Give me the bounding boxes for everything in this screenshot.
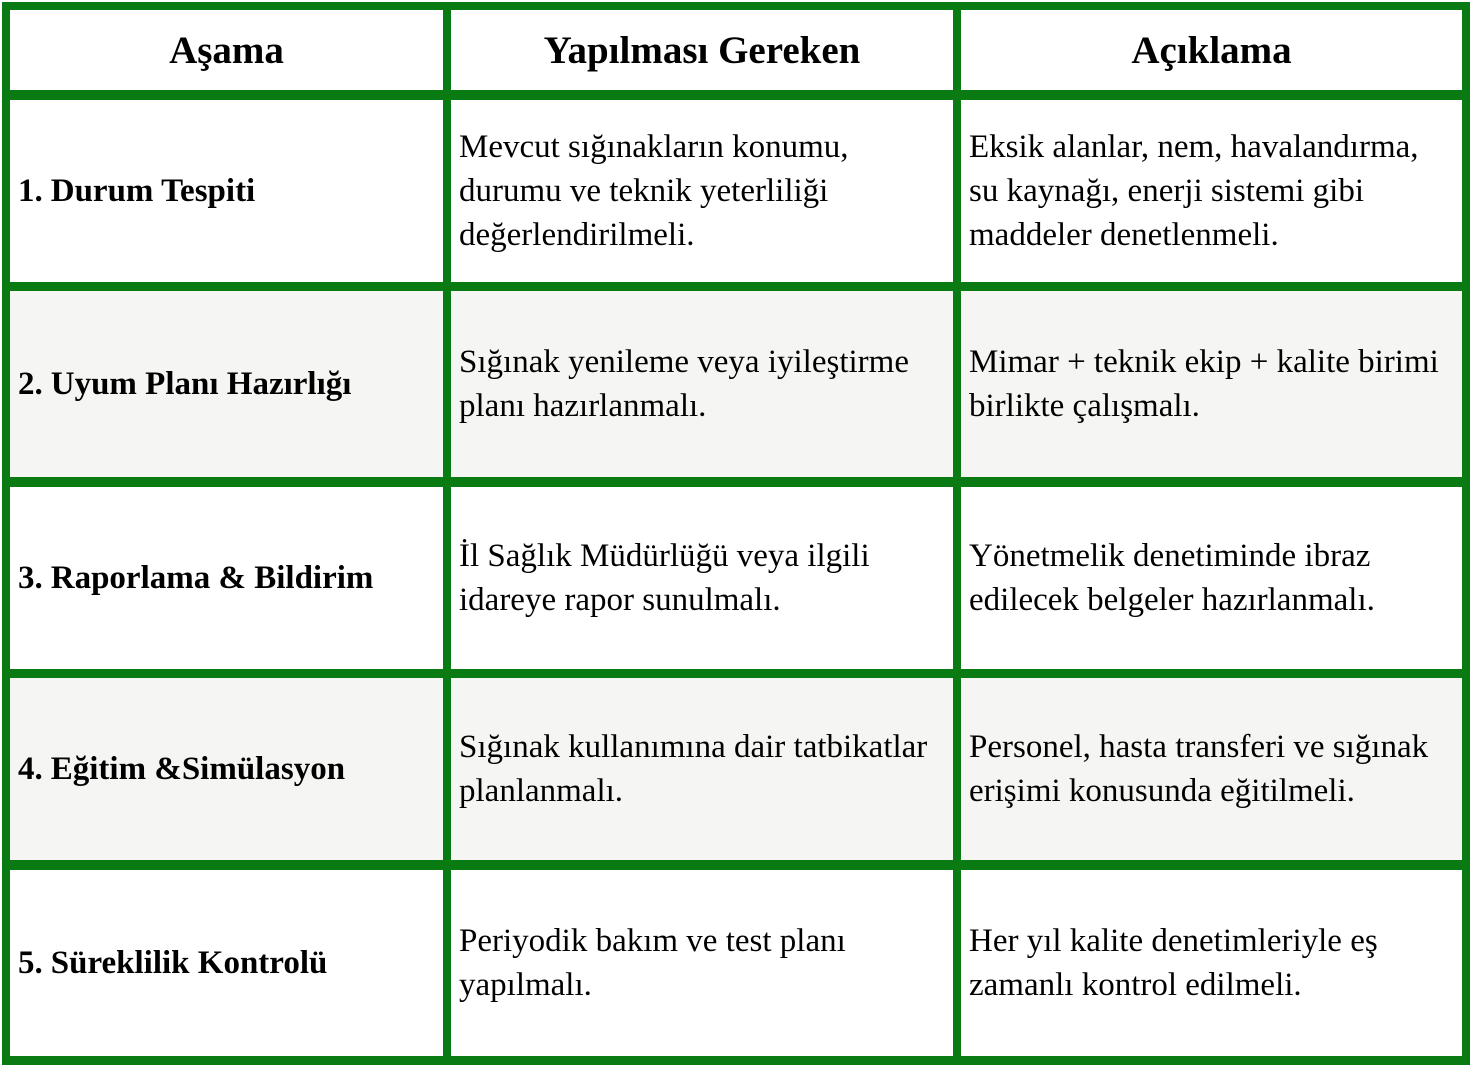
stage-cell bbox=[2, 482, 447, 674]
stage-label bbox=[10, 678, 443, 860]
todo-cell bbox=[447, 674, 957, 866]
header-row bbox=[2, 2, 1470, 95]
table-row bbox=[2, 674, 1470, 866]
stage-number: 2. bbox=[18, 366, 43, 403]
stage-number: 3. bbox=[18, 559, 43, 596]
note-cell bbox=[957, 95, 1470, 287]
todo-text: İl Sağlık Müdürlüğü veya ilgili idareye rapor sunulmalı. bbox=[451, 487, 953, 669]
stage-number: 5. bbox=[18, 945, 43, 982]
note-cell bbox=[957, 286, 1470, 482]
shelter-plan-table bbox=[2, 2, 1470, 1065]
note-cell bbox=[957, 482, 1470, 674]
stage-label bbox=[10, 100, 443, 282]
todo-text: Sığınak kullanımına dair tatbikatlar planlanmalı. bbox=[451, 678, 953, 860]
todo-text: Sığınak yenileme veya iyileştirme planı hazırlanmalı. bbox=[451, 291, 953, 477]
header-todo: Yapılması Gereken bbox=[451, 10, 953, 90]
stage-title: Durum Tespiti bbox=[50, 172, 256, 209]
todo-cell bbox=[447, 865, 957, 1065]
stage-cell bbox=[2, 286, 447, 482]
note-text: Personel, hasta transferi ve sığınak erişimi konusunda eğitilmeli. bbox=[961, 678, 1462, 860]
stage-cell bbox=[2, 865, 447, 1065]
note-text: Yönetmelik denetiminde ibraz edilecek belgeler hazırlanmalı. bbox=[961, 487, 1462, 669]
stage-number: 1. bbox=[18, 172, 43, 209]
note-text: Her yıl kalite denetimleriyle eş zamanlı kontrol edilmeli. bbox=[961, 870, 1462, 1056]
stage-label bbox=[10, 487, 443, 669]
todo-cell bbox=[447, 286, 957, 482]
stage-title: Raporlama & Bildirim bbox=[50, 559, 374, 596]
note-cell bbox=[957, 865, 1470, 1065]
note-text: Eksik alanlar, nem, havalandırma, su kaynağı, enerji sistemi gibi maddeler denetlenmeli. bbox=[961, 100, 1462, 282]
todo-text: Periyodik bakım ve test planı yapılmalı. bbox=[451, 870, 953, 1056]
todo-cell bbox=[447, 95, 957, 287]
stage-number: 4. bbox=[18, 751, 43, 788]
todo-text: Mevcut sığınakların konumu, durumu ve teknik yeterliliği değerlendirilmeli. bbox=[451, 100, 953, 282]
stage-title: Eğitim &Simülasyon bbox=[50, 751, 346, 788]
stage-title: Uyum Planı Hazırlığı bbox=[50, 366, 352, 403]
table-row bbox=[2, 95, 1470, 287]
stage-label bbox=[10, 291, 443, 477]
todo-cell bbox=[447, 482, 957, 674]
note-text: Mimar + teknik ekip + kalite birimi birlikte çalışmalı. bbox=[961, 291, 1462, 477]
table-row bbox=[2, 286, 1470, 482]
table-row bbox=[2, 482, 1470, 674]
header-cell-stage bbox=[2, 2, 447, 95]
note-cell bbox=[957, 674, 1470, 866]
header-cell-note bbox=[957, 2, 1470, 95]
header-cell-todo bbox=[447, 2, 957, 95]
header-stage: Aşama bbox=[10, 10, 443, 90]
stage-label bbox=[10, 870, 443, 1056]
table-row bbox=[2, 865, 1470, 1065]
stage-title: Süreklilik Kontrolü bbox=[50, 945, 328, 982]
stage-cell bbox=[2, 95, 447, 287]
stage-cell bbox=[2, 674, 447, 866]
header-note: Açıklama bbox=[961, 10, 1462, 90]
